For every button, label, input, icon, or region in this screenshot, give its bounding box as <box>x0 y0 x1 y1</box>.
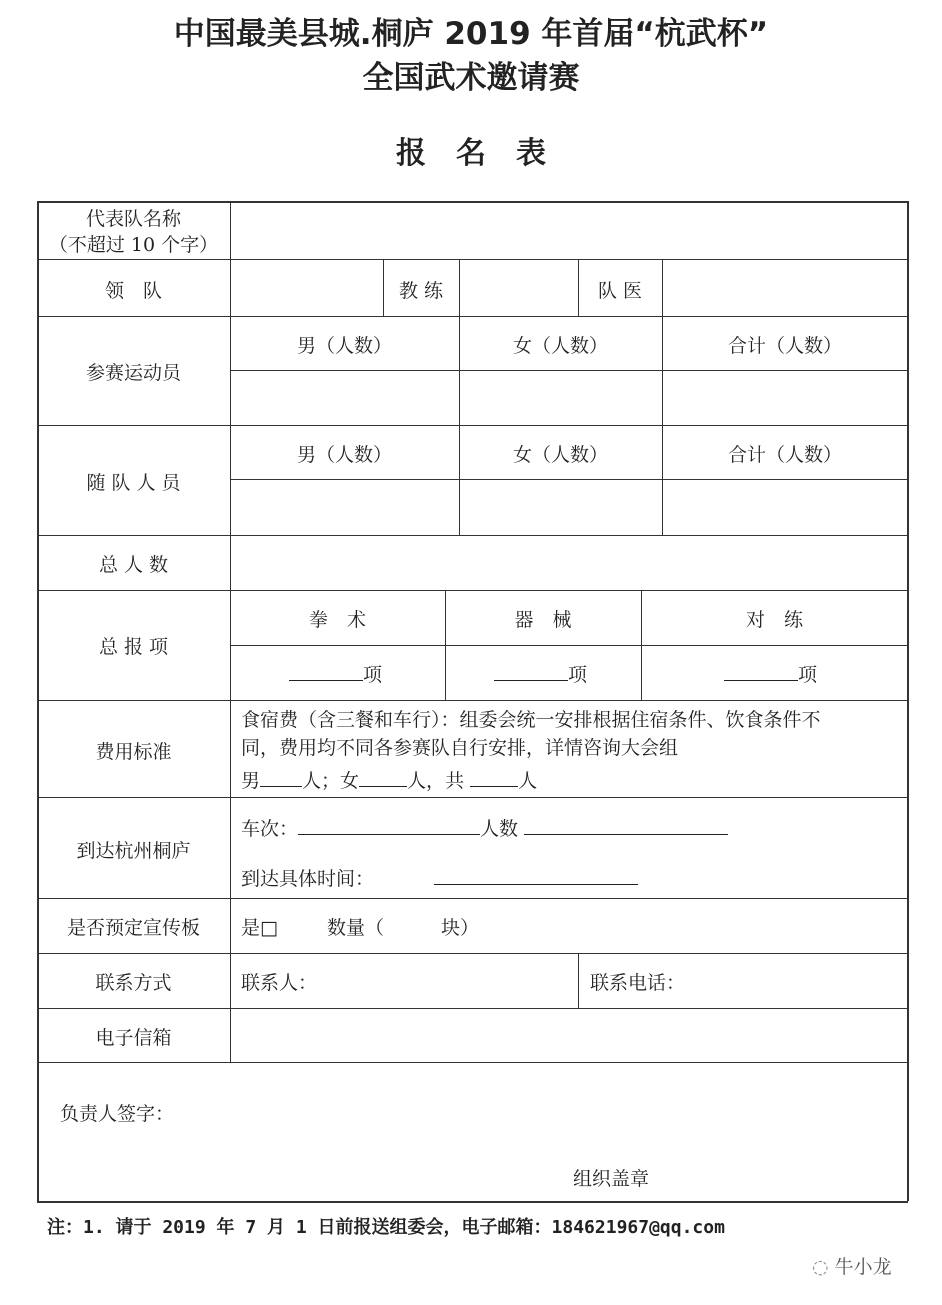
stamp-label: 组织盖章 <box>573 1168 650 1190</box>
form-title: 报 名 表 <box>396 136 546 171</box>
coach-field[interactable] <box>461 261 577 315</box>
arrival-time-line <box>241 864 638 891</box>
staff-total-header: 合计（人数） <box>727 444 842 466</box>
fee-female-field[interactable] <box>359 768 407 787</box>
board-label: 是否预定宣传板 <box>66 917 200 939</box>
event-sparring-header: 对 练 <box>745 609 803 631</box>
coach-label: 教 练 <box>398 280 444 302</box>
board-yes-checkbox[interactable]: 是□ <box>241 917 278 939</box>
title-line-1: 中国最美县城.桐庐 2019 年首届“杭武杯” <box>173 16 769 52</box>
fee-text-2: 同，费用均不同各参赛队自行安排，详情咨询大会组 <box>241 737 679 759</box>
item-unit: 项 <box>568 664 588 686</box>
fee-unit: 人 <box>518 770 538 792</box>
team-name-hint: （不超过 10 个字） <box>48 234 219 256</box>
event-boxing-header: 拳 术 <box>308 609 366 631</box>
item-unit: 项 <box>363 664 383 686</box>
title-line-2: 全国武术邀请赛 <box>362 60 580 96</box>
fee-male-field[interactable] <box>260 768 302 787</box>
staff-label: 随 队 人 员 <box>86 472 181 494</box>
arrival-time-label: 到达具体时间： <box>241 868 375 890</box>
arrival-people-field[interactable] <box>524 816 728 835</box>
staff-male-field[interactable] <box>232 481 458 534</box>
email-label: 电子信箱 <box>95 1027 172 1049</box>
total-people-field[interactable] <box>232 537 906 589</box>
signature-label: 负责人签字： <box>60 1103 175 1125</box>
watermark-text: 牛小龙 <box>834 1256 892 1278</box>
watermark <box>812 1252 892 1279</box>
athletes-female-header: 女（人数） <box>512 335 608 357</box>
fee-unit: 人， <box>407 770 446 792</box>
train-field[interactable] <box>298 816 480 835</box>
board-quantity[interactable]: 数量（ 块） <box>327 917 480 939</box>
event-weapons-count[interactable] <box>494 660 587 687</box>
contact-label: 联系方式 <box>95 972 172 994</box>
fee-total-label: 共 <box>445 770 465 792</box>
events-label: 总 报 项 <box>98 636 169 658</box>
event-weapons-header: 器 械 <box>514 609 572 631</box>
athletes-male-field[interactable] <box>232 372 458 424</box>
train-line <box>241 814 728 841</box>
doctor-label: 队 医 <box>597 280 643 302</box>
fee-total-field[interactable] <box>470 768 518 787</box>
wechat-icon: ◌ <box>812 1256 829 1278</box>
leader-field[interactable] <box>232 261 382 315</box>
footer-note: 注：1. 请于 2019 年 7 月 1 日前报送组委会，电子邮箱：184621967@qq.com <box>47 1217 725 1238</box>
email-field[interactable] <box>232 1010 906 1061</box>
athletes-male-header: 男（人数） <box>296 335 392 357</box>
staff-female-header: 女（人数） <box>512 444 608 466</box>
athletes-total-header: 合计（人数） <box>727 335 842 357</box>
team-name-label: 代表队名称 <box>85 208 181 230</box>
doctor-field[interactable] <box>664 261 906 315</box>
fee-male-label: 男 <box>241 770 261 792</box>
arrival-people-label: 人数 <box>480 818 519 840</box>
team-name-field[interactable] <box>232 203 906 258</box>
item-unit: 项 <box>798 664 818 686</box>
fee-female-label: 女 <box>340 770 360 792</box>
leader-label: 领 队 <box>104 280 162 302</box>
arrival-time-field[interactable] <box>434 866 638 885</box>
staff-male-header: 男（人数） <box>296 444 392 466</box>
athletes-label: 参赛运动员 <box>85 362 181 384</box>
total-people-label: 总 人 数 <box>98 554 169 576</box>
train-label: 车次： <box>241 818 299 840</box>
contact-phone-field[interactable]: 联系电话： <box>590 972 686 994</box>
fee-count-line <box>241 766 537 793</box>
staff-total-field[interactable] <box>664 481 906 534</box>
event-sparring-count[interactable] <box>724 660 817 687</box>
athletes-female-field[interactable] <box>461 372 661 424</box>
staff-female-field[interactable] <box>461 481 661 534</box>
fee-unit: 人； <box>302 770 341 792</box>
event-boxing-count[interactable] <box>289 660 382 687</box>
arrival-label: 到达杭州桐庐 <box>76 840 191 862</box>
athletes-total-field[interactable] <box>664 372 906 424</box>
fee-label: 费用标准 <box>95 741 172 763</box>
fee-text-1: 食宿费（含三餐和车行）：组委会统一安排根据住宿条件、饮食条件不 <box>241 709 821 731</box>
contact-person-field[interactable]: 联系人： <box>241 972 318 994</box>
